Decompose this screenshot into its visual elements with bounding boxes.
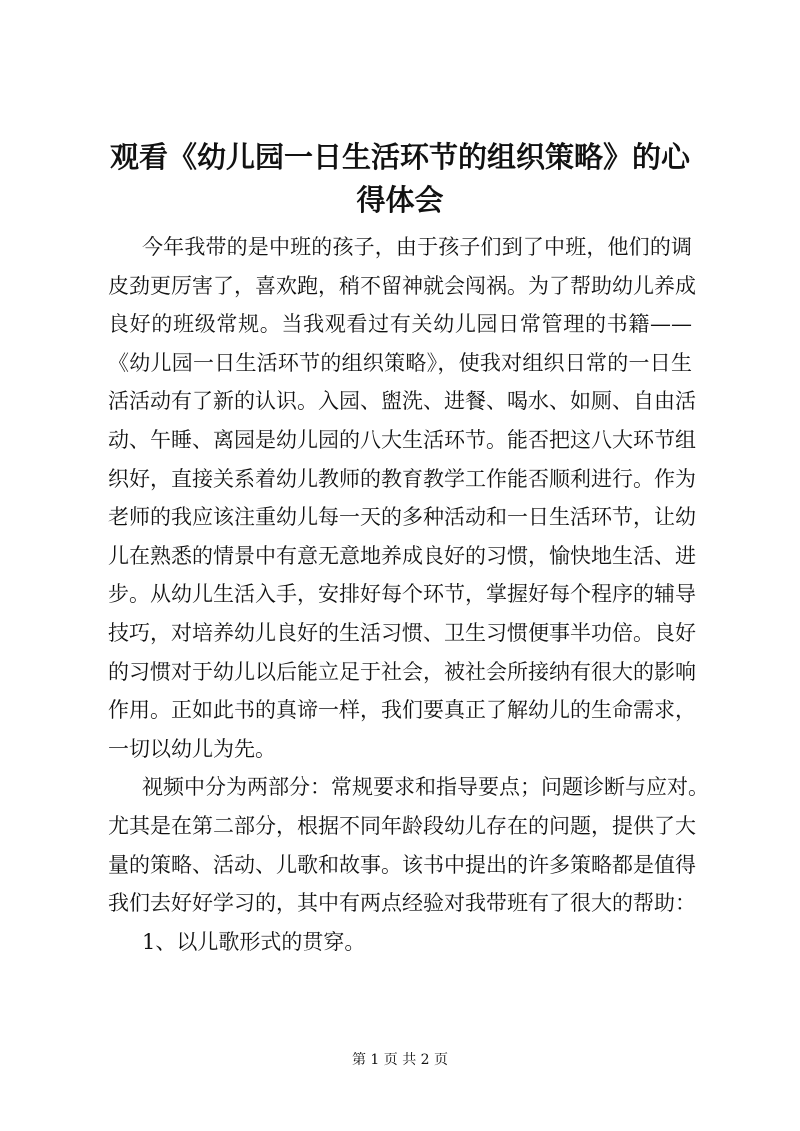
text-line: 量的策略、活动、儿歌和故事。该书中提出的许多策略都是值得 [108,852,696,877]
title-line: 观看《幼儿园一日生活环节的组织策略》的心 [109,140,690,174]
text-line: 尤其是在第二部分，根据不同年龄段幼儿存在的问题，提供了大 [108,813,696,838]
title-line: 得体会 [356,183,444,217]
text-line: 活活动有了新的认识。入园、盥洗、进餐、喝水、如厕、自由活 [108,389,696,414]
text-line: 1、以儿歌形式的贯穿。 [142,929,366,954]
text-line: 我们去好好学习的，其中有两点经验对我带班有了很大的帮助： [108,891,696,916]
text-line: 的习惯对于幼儿以后能立足于社会，被社会所接纳有很大的影响 [108,659,696,684]
page-footer: 第 1 页 共 2 页 [351,1052,449,1068]
text-line: 一切以幼儿为先。 [108,736,276,761]
text-line: 老师的我应该注重幼儿每一天的多种活动和一日生活环节，让幼 [108,505,696,530]
paragraph [108,228,696,768]
text-line: 织好，直接关系着幼儿教师的教育教学工作能否顺利进行。作为 [108,466,696,491]
text-line: 皮劲更厉害了，喜欢跑，稍不留神就会闯祸。为了帮助幼儿养成 [108,273,696,298]
document-title [40,136,760,222]
text-line: 儿在熟悉的情景中有意无意地养成良好的习惯，愉快地生活、进 [108,543,696,568]
text-line: 视频中分为两部分：常规要求和指导要点；问题诊断与应对。 [142,775,709,800]
text-line: 作用。正如此书的真谛一样，我们要真正了解幼儿的生命需求， [108,698,696,723]
text-line: 步。从幼儿生活入手，安排好每个环节，掌握好每个程序的辅导 [108,582,696,607]
text-line: 技巧，对培养幼儿良好的生活习惯、卫生习惯便事半功倍。良好 [108,620,696,645]
document-body [108,228,709,961]
text-line: 动、午睡、离园是幼儿园的八大生活环节。能否把这八大环节组 [108,427,696,452]
paragraph [108,923,692,962]
text-line: 《幼儿园一日生活环节的组织策略》，使我对组织日常的一日生 [108,350,692,375]
text-line: 良好的班级常规。当我观看过有关幼儿园日常管理的书籍—— [108,312,692,337]
text-line: 今年我带的是中班的孩子，由于孩子们到了中班，他们的调 [142,235,692,259]
paragraph [108,768,709,922]
